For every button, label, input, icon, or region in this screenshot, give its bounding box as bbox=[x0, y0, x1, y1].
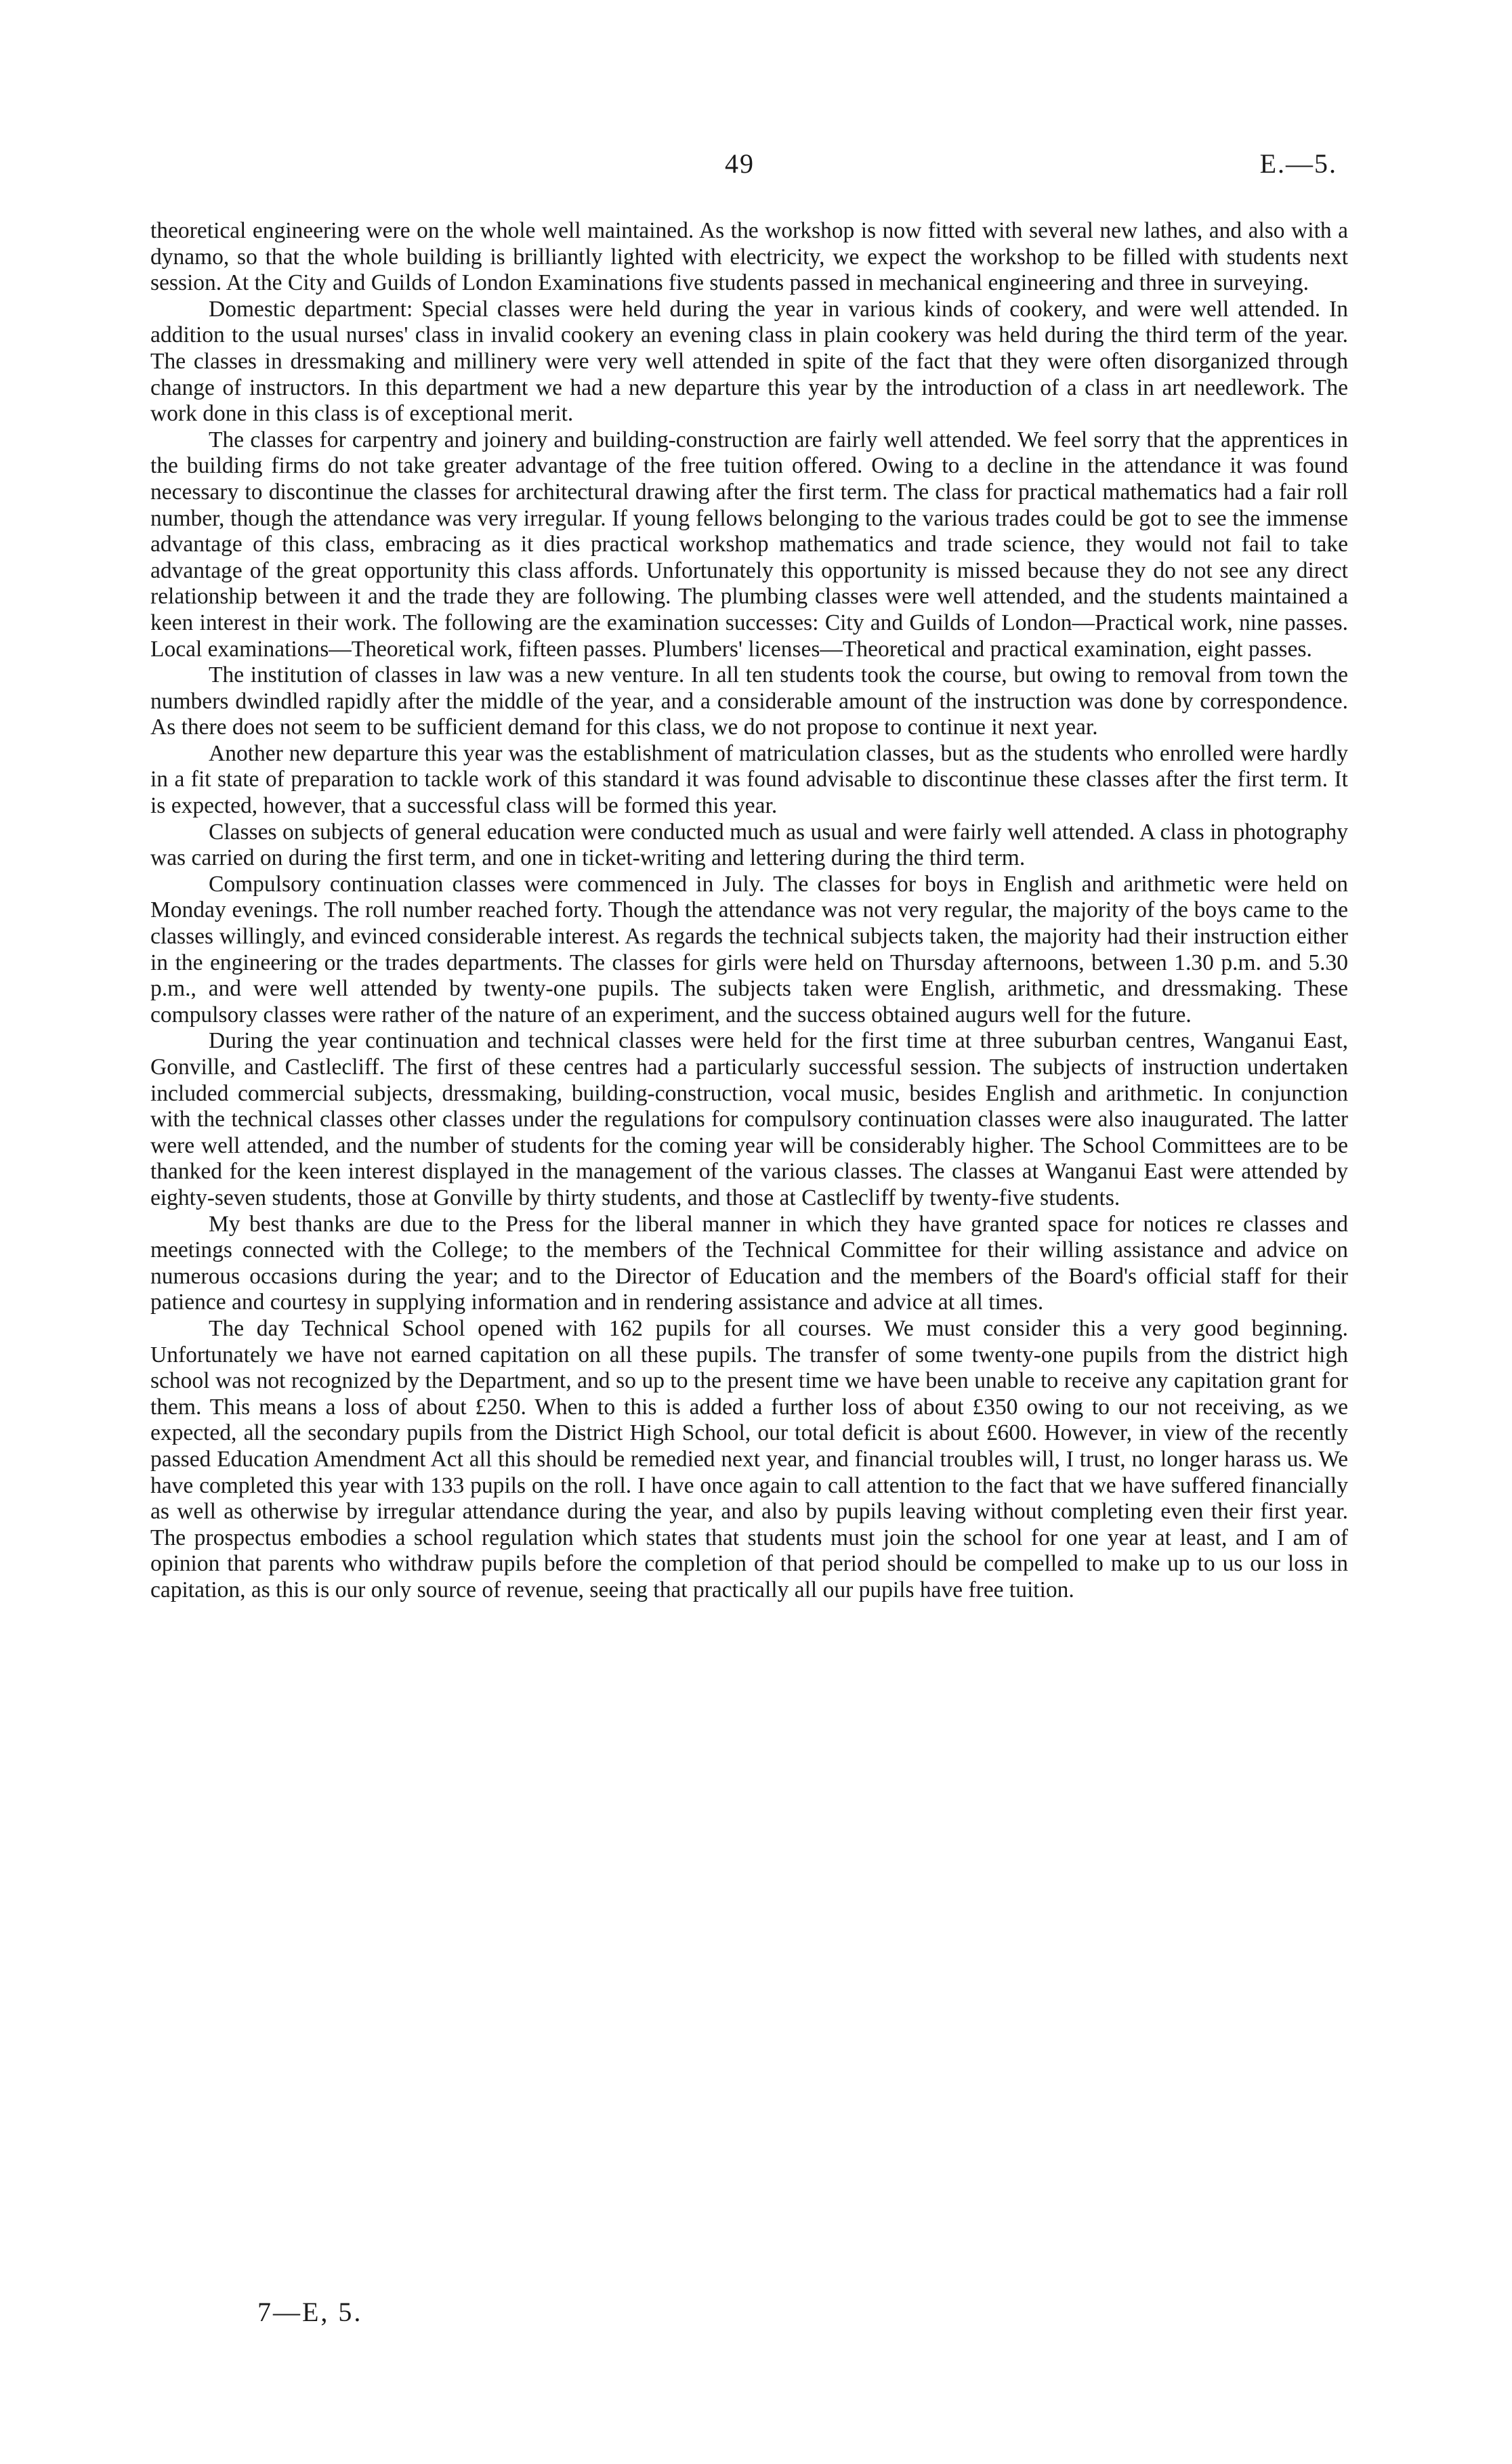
paragraph-compulsory-continuation: Compulsory continuation classes were commenced in July. The classes for boys in English and arithmetic were held on Monday evenings. The roll number reached forty. Though the attendance was not very regular, the majority of the boys came to the classes willingly, and evinced considerable interest. As regards the technical subjects taken, the majority had their instruction either in the engineering or the trades departments. The classes for girls were held on Thursday afternoons, between 1.30 p.m. and 5.30 p.m., and were well attended by twenty-one pupils. The subjects taken were English, arithmetic, and dressmaking. These compulsory classes were rather of the nature of an experiment, and the success obtained augurs well for the future. bbox=[150, 871, 1348, 1027]
document-reference: E.—5. bbox=[1259, 148, 1337, 179]
paragraph-suburban-centres: During the year continuation and technical classes were held for the first time at three suburban centres, Wanganui East, Gonville, and Castlecliff. The first of these centres had a particularly successful session. The subjects of instruction undertaken included commercial subjects, dressmaking, building-construction, vocal music, besides English and arithmetic. In conjunction with the technical classes other classes under the regulations for compulsory continuation classes were also inaugurated. The latter were well attended, and the number of students for the coming year will be considerably higher. The School Committees are to be thanked for the keen interest displayed in the management of the various classes. The classes at Wanganui East were attended by eighty-seven students, those at Gonville by thirty students, and those at Castlecliff by twenty-five students. bbox=[150, 1028, 1348, 1210]
paragraph-matriculation: Another new departure this year was the establishment of matriculation classes, but as the students who enrolled were hardly in a fit state of preparation to tackle work of this standard it was found advisable to discontinue these classes after the first term. It is expected, however, that a successful class will be formed this year. bbox=[150, 740, 1348, 819]
paragraph-general-education: Classes on subjects of general education were conducted much as usual and were fairly well attended. A class in photography was carried on during the first term, and one in ticket-writing and lettering during the third term. bbox=[150, 819, 1348, 871]
paragraph-domestic-department: Domestic department: Special classes were held during the year in various kinds of cookery, and were well attended. In addition to the usual nurses' class in invalid cookery an evening class in plain cookery was held during the third term of the year. The classes in dressmaking and millinery were very well attended in spite of the fact that they were often disorganized through change of instructors. In this department we had a new departure this year by the introduction of a class in art needlework. The work done in this class is of exceptional merit. bbox=[150, 296, 1348, 427]
paragraph-carpentry-plumbing: The classes for carpentry and joinery and building-construction are fairly well attended. We feel sorry that the apprentices in the building firms do not take greater advantage of the free tuition offered. Owing to a decline in the attendance it was found necessary to discontinue the classes for architectural drawing after the first term. The class for practical mathematics had a fair roll number, though the attendance was very irregular. If young fellows belonging to the various trades could be got to see the immense advantage of this class, embracing as it dies practical workshop mathematics and trade science, they would not fail to take advantage of the great opportunity this class affords. Unfortunately this opportunity is missed because they do not see any direct relationship between it and the trade they are following. The plumbing classes were well attended, and the students maintained a keen interest in their work. The following are the examination successes: City and Guilds of London—Practical work, nine passes. Local examinations—Theoretical work, fifteen passes. Plumbers' licenses—Theoretical and practical examination, eight passes. bbox=[150, 427, 1348, 662]
page-header bbox=[0, 148, 1512, 188]
paragraph-day-technical-school: The day Technical School opened with 162 pupils for all courses. We must consider this a very good beginning. Unfortunately we have not earned capitation on all these pupils. The transfer of some twenty-one pupils from the district high school was not recognized by the Department, and so up to the present time we have been unable to receive any capitation grant for them. This means a loss of about £250. When to this is added a further loss of about £350 owing to our not receiving, as we expected, all the secondary pupils from the District High School, our total deficit is about £600. However, in view of the recently passed Education Amendment Act all this should be remedied next year, and financial troubles will, I trust, no longer harass us. We have completed this year with 133 pupils on the roll. I have once again to call attention to the fact that we have suffered financially as well as otherwise by irregular attendance during the year, and also by pupils leaving without completing even their first year. The prospectus embodies a school regulation which states that students must join the school for one year at least, and I am of opinion that parents who withdraw pupils before the completion of that period should be compelled to make up to us our loss in capitation, as this is our only source of revenue, seeing that practically all our pupils have free tuition. bbox=[150, 1315, 1348, 1602]
paragraph-law-classes: The institution of classes in law was a new venture. In all ten students took the course, but owing to removal from town the numbers dwindled rapidly after the middle of the year, and a considerable amount of the instruction was done by correspondence. As there does not seem to be sufficient demand for this class, we do not propose to continue it next year. bbox=[150, 662, 1348, 740]
body-text bbox=[150, 218, 1348, 1603]
signature-mark: 7—E, 5. bbox=[257, 2297, 363, 2327]
page-number: 49 bbox=[725, 148, 755, 179]
paragraph-engineering: theoretical engineering were on the whole well maintained. As the workshop is now fitted with several new lathes, and also with a dynamo, so that the whole building is brilliantly lighted with electricity, we expect the workshop to be filled with students next session. At the City and Guilds of London Examinations five students passed in mechanical engineering and three in surveying. bbox=[150, 218, 1348, 296]
paragraph-thanks: My best thanks are due to the Press for the liberal manner in which they have granted space for notices re classes and meetings connected with the College; to the members of the Technical Committee for their willing assistance and advice on numerous occasions during the year; and to the Director of Education and the members of the Board's official staff for their patience and courtesy in supplying information and in rendering assistance and advice at all times. bbox=[150, 1211, 1348, 1315]
